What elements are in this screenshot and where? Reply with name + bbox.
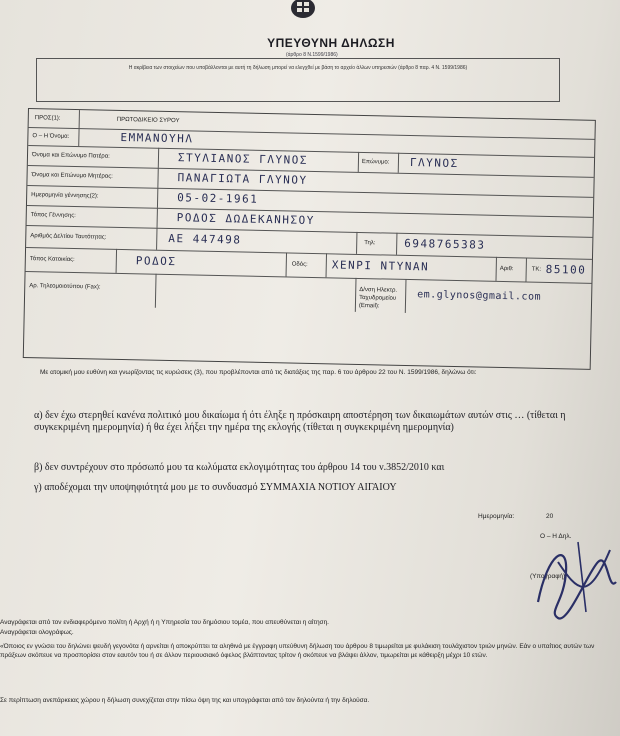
phone-value: 6948765383 xyxy=(404,236,486,252)
name-label: Ο – Η Όνομα: xyxy=(32,133,70,140)
recipient-label: ΠΡΟΣ(1): xyxy=(34,115,61,122)
handwritten-signature xyxy=(528,532,620,622)
date-year: 20 xyxy=(546,513,554,520)
declarant-label: Ο – Η Δηλ. xyxy=(540,533,572,540)
footnote-3: «Όποιος εν γνώσει του δηλώνει ψευδή γεγονότα ή αρνείται ή αποκρύπτει τα αληθινά με έγγραφη υπεύθυνη δήλωση του άρθρου 8 τιμωρείται με φυλάκιση τουλάχιστον τριών μηνών. Εάν ο υπαίτιος αυτών των πράξεων σκόπευε να προσπορίσει στον εαυτόν του ή σε άλλον περιουσιακό όφελος βλάπτοντας τρίτον ή σκόπευε να βλάψει άλλον, τιμωρείται με κάθειρξη μέχρι 10 ετών. xyxy=(0,643,595,659)
signature-label: (Υπογραφή) xyxy=(530,573,566,580)
mother-label: Όνομα και Επώνυμο Μητέρας: xyxy=(31,172,113,180)
name-value: ΕΜΜΑΝΟΥΗΛ xyxy=(120,130,194,146)
declaration-clause-c: γ) αποδέχομαι την υποψηφιότητά μου με το συνδυασμό ΣΥΜΜΑΧΙΑ ΝΟΤΙΟΥ ΑΙΓΑΙΟΥ xyxy=(34,482,397,493)
residence-label: Τόπος Κατοικίας: xyxy=(29,256,75,264)
residence-value: ΡΟΔΟΣ xyxy=(135,254,177,269)
declaration-clause-a: α) δεν έχω στερηθεί κανένα πολιτικό μου δικαίωμα ή ότι έληξε η πρόσκαιρη αποστέρηση των δικαιωμάτων αυτών στις … (τίθεται η συγκεκριμένη ημερομηνία) ή θα έχει λήξει την ημέρα της εκλογής (τίθεται η συγκεκριμένη ημερομηνία) xyxy=(34,410,566,433)
declarant-form xyxy=(23,108,596,370)
surname-label: Επώνυμο: xyxy=(361,159,390,166)
surname-value: ΓΛΥΝΟΣ xyxy=(409,156,459,171)
document-subtitle: (άρθρο 8 Ν.1599/1986) xyxy=(286,52,338,58)
birthplace-label: Τόπος Γέννησης: xyxy=(30,212,76,220)
verification-note: Η ακρίβεια των στοιχείων που υποβάλλονται με αυτή τη δήλωση μπορεί να ελεγχθεί με βάση το αρχείο άλλων υπηρεσιών (άρθρο 8 παρ. 4 Ν. 1599/1986) xyxy=(36,58,560,102)
father-label: Όνομα και Επώνυμο Πατέρα: xyxy=(31,152,110,160)
birthdate-label: Ημερομηνία γέννησης(2): xyxy=(31,192,99,200)
birthplace-value: ΡΟΔΟΣ ΔΩΔΕΚΑΝΗΣΟΥ xyxy=(176,211,315,228)
number-label: Αριθ: xyxy=(499,265,514,273)
footnote-4: Σε περίπτωση ανεπάρκειας χώρου η δήλωση συνεχίζεται στην πίσω όψη της και υπογράφεται από τον δηλούντα ή την δηλούσα. xyxy=(0,697,370,704)
footnote-2: Αναγράφεται ολογράφως. xyxy=(0,629,74,636)
declaration-intro: Με ατομική μου ευθύνη και γνωρίζοντας τις κυρώσεις (3), που προβλέπονται από τις διατάξεις της παρ. 6 του άρθρου 22 του Ν. 1599/1986, δηλώνω ότι: xyxy=(40,369,477,376)
fax-label: Αρ. Τηλεομοιοτύπου (Fax): xyxy=(29,283,101,291)
date-label: Ημερομηνία: xyxy=(478,513,515,520)
id-value: ΑΕ 447498 xyxy=(168,231,242,247)
father-value: ΣΤΥΛΙΑΝΟΣ ΓΛΥΝΟΣ xyxy=(177,151,309,167)
footnote-1: Αναγράφεται από τον ενδιαφερόμενο πολίτη ή Αρχή ή η Υπηρεσία του δημόσιου τομέα, που απευθύνεται η αίτηση. xyxy=(0,619,329,626)
recipient-value: ΠΡΩΤΟΔΙΚΕΙΟ ΣΥΡΟΥ xyxy=(116,116,180,125)
mother-value: ΠΑΝΑΓΙΩΤΑ ΓΛΥΝΟΥ xyxy=(177,171,308,187)
street-value: ΧΕΝΡΙ ΝΤΥΝΑΝ xyxy=(331,258,430,274)
id-label: Αριθμός Δελτίου Ταυτότητας: xyxy=(30,233,107,241)
email-label: Δ/νση Ηλεκτρ. Ταχυδρομείου (Email): xyxy=(358,286,398,310)
declaration-clause-b: β) δεν συντρέχουν στο πρόσωπό μου τα κωλύματα εκλογιμότητας του άρθρου 14 του ν.3852/2010 και xyxy=(34,462,445,473)
birthdate-value: 05-02-1961 xyxy=(177,191,259,206)
postcode-label: ΤΚ: xyxy=(531,266,542,273)
email-value: em.glynos@gmail.com xyxy=(417,289,542,303)
greek-emblem-icon xyxy=(286,0,320,20)
phone-label: Τηλ: xyxy=(364,240,376,247)
document-title: ΥΠΕΥΘΥΝΗ ΔΗΛΩΣΗ xyxy=(267,36,395,50)
postcode-value: 85100 xyxy=(545,262,587,277)
street-label: Οδός: xyxy=(291,261,308,268)
